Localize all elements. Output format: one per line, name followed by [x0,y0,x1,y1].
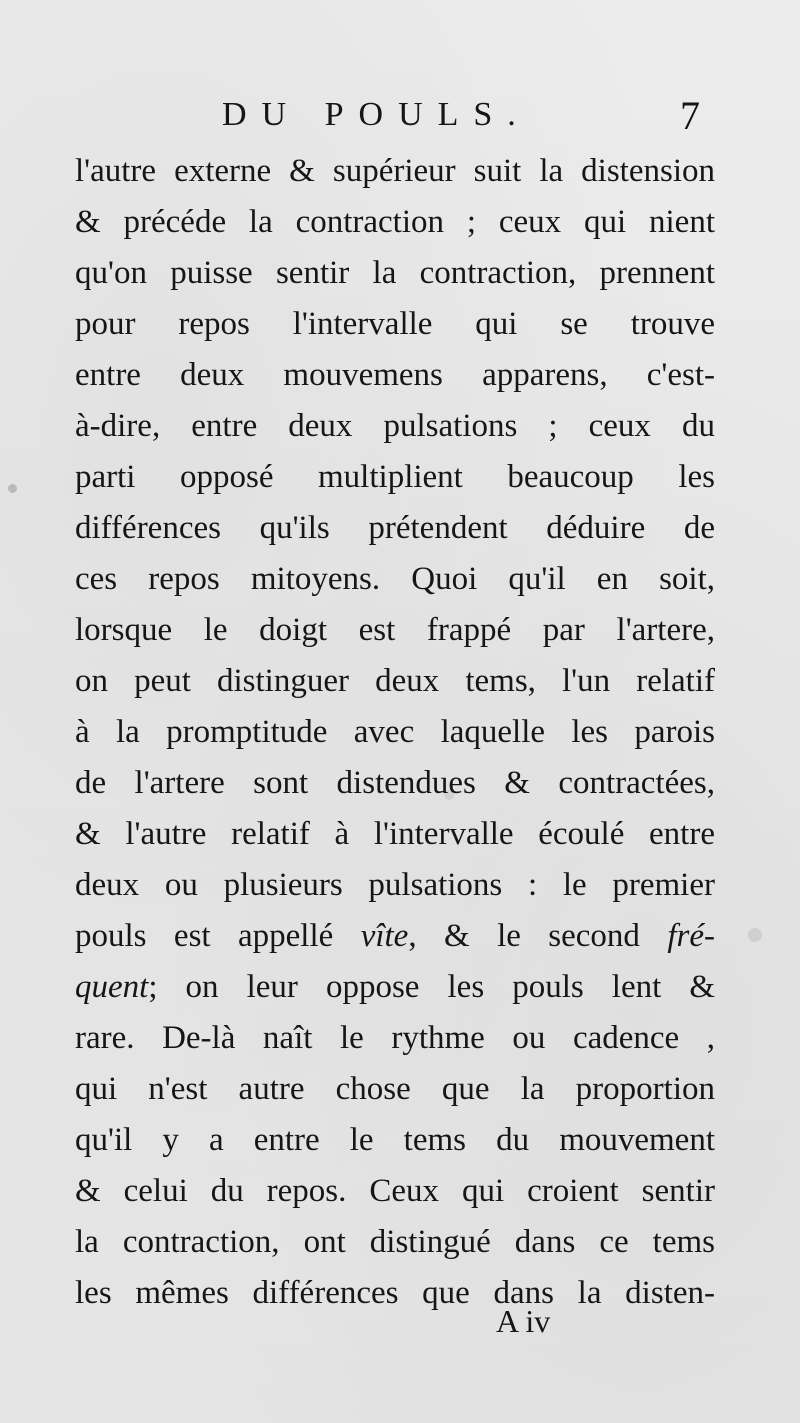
text-line: & l'autre relatif à l'intervalle écoulé entre [75,816,715,852]
text-line: on peut distinguer deux tems, l'un relatif [75,663,715,699]
text-line: & celui du repos. Ceux qui croient sentir [75,1173,715,1209]
line-text: ; on leur oppose les pouls lent & [148,969,715,1005]
page-number: 7 [680,93,700,138]
italic-word: quent [75,969,149,1005]
text-line: deux ou plusieurs pulsations : le premier [75,867,715,903]
paper-speck [444,790,454,800]
text-line-with-italics [75,911,715,962]
text-line: pour repos l'intervalle qui se trouve [75,306,715,342]
text-line: de l'artere sont distendues & contractées, [75,765,715,801]
line-text: , & le second [408,918,668,954]
paper-speck [748,928,762,942]
text-line: rare. De-là naît le rythme ou cadence , [75,1020,715,1056]
running-head [0,93,800,146]
text-line: à la promptitude avec laquelle les parois [75,714,715,750]
text-line: qu'il y a entre le tems du mouvement [75,1122,715,1158]
text-line-with-italics [75,962,715,1013]
text-line: qui n'est autre chose que la proportion [75,1071,715,1107]
text-line: l'autre externe & supérieur suit la distension [75,153,715,189]
text-line: lorsque le doigt est frappé par l'artere, [75,612,715,648]
text-line: ces repos mitoyens. Quoi qu'il en soit, [75,561,715,597]
signature-mark: A iv [496,1303,551,1339]
running-head-title: DU POULS. [222,96,531,133]
text-line: & précéde la contraction ; ceux qui nient [75,204,715,240]
text-line: les mêmes différences que dans la disten- [75,1275,715,1311]
paper-speck [8,484,17,493]
text-line: différences qu'ils prétendent déduire de [75,510,715,546]
line-text: pouls est appellé [75,918,361,954]
text-line: qu'on puisse sentir la contraction, prennent [75,255,715,291]
text-line: entre deux mouvemens apparens, c'est- [75,357,715,393]
italic-word: fré- [667,918,715,954]
text-line: la contraction, ont distingué dans ce tems [75,1224,715,1260]
text-line: à-dire, entre deux pulsations ; ceux du [75,408,715,444]
text-line: parti opposé multiplient beaucoup les [75,459,715,495]
italic-word: vîte [360,918,409,954]
body-text [75,146,715,1319]
